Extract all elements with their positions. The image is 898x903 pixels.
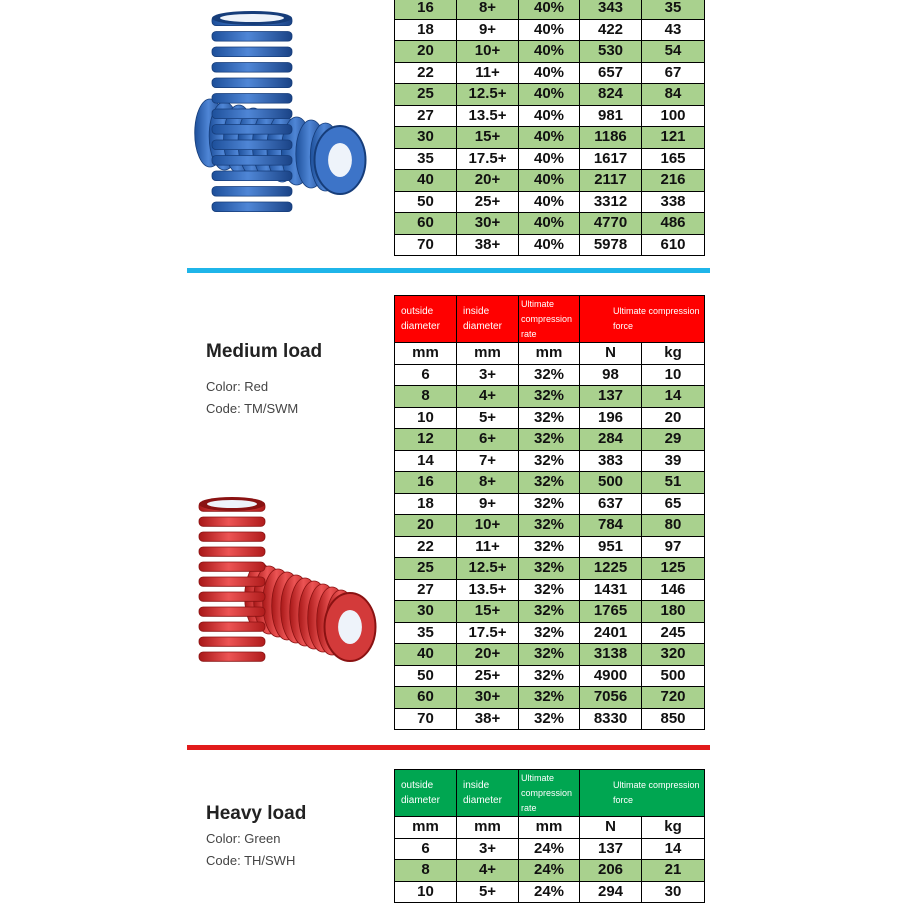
table-cell: 32% (519, 407, 580, 429)
table-cell: 343 (580, 0, 642, 19)
table-cell: 14 (395, 450, 457, 472)
table-cell: 29 (642, 429, 705, 451)
table-row (395, 515, 705, 537)
table-cell: 17.5+ (457, 622, 519, 644)
table-cell: 30+ (457, 687, 519, 709)
table-cell: 2117 (580, 170, 642, 192)
table-cell: 9+ (457, 19, 519, 41)
table-cell: 30 (395, 127, 457, 149)
table-cell: 35 (395, 622, 457, 644)
table-cell: 32% (519, 472, 580, 494)
table-cell: 20 (642, 407, 705, 429)
table-cell: 137 (580, 386, 642, 408)
table-cell: 84 (642, 84, 705, 106)
table-cell: 25+ (457, 665, 519, 687)
table-header-row (395, 770, 705, 817)
table-row (395, 19, 705, 41)
table-cell: 17.5+ (457, 148, 519, 170)
table-cell: 27 (395, 579, 457, 601)
table-cell: 12.5+ (457, 558, 519, 580)
table-row (395, 579, 705, 601)
table-row (395, 429, 705, 451)
table-units-row (395, 343, 705, 365)
table-cell: 1617 (580, 148, 642, 170)
table-cell: 6 (395, 364, 457, 386)
table-cell: 12 (395, 429, 457, 451)
table-cell: 24% (519, 881, 580, 903)
table-cell: 8+ (457, 472, 519, 494)
table-cell: 530 (580, 41, 642, 63)
table-cell: 10+ (457, 41, 519, 63)
table-cell: 20 (395, 41, 457, 63)
table-cell: 40 (395, 644, 457, 666)
table-cell: 16 (395, 0, 457, 19)
table-cell: 40% (519, 41, 580, 63)
table-cell: 10 (395, 881, 457, 903)
table-cell: 10 (395, 407, 457, 429)
table-cell: 981 (580, 105, 642, 127)
table-cell: 500 (580, 472, 642, 494)
table-cell: 32% (519, 515, 580, 537)
table-cell: 657 (580, 62, 642, 84)
table-cell: 21 (642, 860, 705, 882)
table-cell: 30+ (457, 213, 519, 235)
table-cell: 13.5+ (457, 105, 519, 127)
table-cell: 30 (642, 881, 705, 903)
table-cell: 35 (642, 0, 705, 19)
table-cell: 38+ (457, 234, 519, 256)
table-cell: 11+ (457, 536, 519, 558)
table-cell: 25+ (457, 191, 519, 213)
unit-cell: mm (519, 817, 580, 839)
header-cell: outside diameter (395, 296, 457, 343)
table-row (395, 472, 705, 494)
table-cell: 35 (395, 148, 457, 170)
table-row (395, 105, 705, 127)
table-cell: 13.5+ (457, 579, 519, 601)
table-cell: 40% (519, 84, 580, 106)
table-row (395, 62, 705, 84)
table-cell: 4900 (580, 665, 642, 687)
table-cell: 784 (580, 515, 642, 537)
table-row (395, 148, 705, 170)
unit-cell: N (580, 343, 642, 365)
table-cell: 4770 (580, 213, 642, 235)
table-cell: 65 (642, 493, 705, 515)
table-cell: 51 (642, 472, 705, 494)
table-cell: 39 (642, 450, 705, 472)
header-cell: Ultimate compression force (580, 296, 705, 343)
table-cell: 8330 (580, 708, 642, 730)
table-cell: 196 (580, 407, 642, 429)
table-cell: 8 (395, 386, 457, 408)
table-units-row (395, 817, 705, 839)
table-cell: 24% (519, 838, 580, 860)
table-cell: 70 (395, 234, 457, 256)
light-load-table (394, 0, 705, 256)
table-cell: 24% (519, 860, 580, 882)
table-row (395, 234, 705, 256)
table-cell: 40% (519, 234, 580, 256)
table-row (395, 860, 705, 882)
medium-load-title: Medium load (206, 341, 323, 362)
table-row (395, 450, 705, 472)
table-cell: 32% (519, 644, 580, 666)
table-header-row (395, 296, 705, 343)
table-cell: 70 (395, 708, 457, 730)
table-cell: 14 (642, 386, 705, 408)
medium-load-table (394, 295, 705, 730)
table-cell: 32% (519, 493, 580, 515)
table-cell: 11+ (457, 62, 519, 84)
table-row (395, 170, 705, 192)
table-cell: 5+ (457, 407, 519, 429)
table-cell: 43 (642, 19, 705, 41)
table-cell: 54 (642, 41, 705, 63)
table-cell: 10+ (457, 515, 519, 537)
table-cell: 146 (642, 579, 705, 601)
table-row (395, 0, 705, 19)
table-cell: 32% (519, 450, 580, 472)
table-cell: 216 (642, 170, 705, 192)
table-cell: 18 (395, 493, 457, 515)
table-cell: 850 (642, 708, 705, 730)
table-cell: 3+ (457, 838, 519, 860)
table-cell: 6 (395, 838, 457, 860)
table-cell: 121 (642, 127, 705, 149)
table-cell: 40% (519, 62, 580, 84)
table-cell: 32% (519, 622, 580, 644)
table-cell: 100 (642, 105, 705, 127)
table-row (395, 881, 705, 903)
table-cell: 40% (519, 148, 580, 170)
table-cell: 5+ (457, 881, 519, 903)
heavy-color-label: Color: Green (206, 831, 281, 846)
table-cell: 80 (642, 515, 705, 537)
medium-load-meta (206, 376, 298, 420)
table-cell: 40% (519, 191, 580, 213)
unit-cell: mm (395, 343, 457, 365)
blue-spring-image (185, 8, 375, 218)
table-cell: 1186 (580, 127, 642, 149)
table-cell: 10 (642, 364, 705, 386)
table-row (395, 622, 705, 644)
table-cell: 7+ (457, 450, 519, 472)
table-cell: 15+ (457, 601, 519, 623)
table-cell: 338 (642, 191, 705, 213)
table-cell: 3+ (457, 364, 519, 386)
table-cell: 824 (580, 84, 642, 106)
table-cell: 30 (395, 601, 457, 623)
table-cell: 22 (395, 536, 457, 558)
table-cell: 32% (519, 665, 580, 687)
medium-load-divider (187, 745, 710, 750)
table-cell: 38+ (457, 708, 519, 730)
heavy-code-label: Code: TH/SWH (206, 853, 296, 868)
table-row (395, 191, 705, 213)
heavy-load-meta (206, 828, 295, 872)
table-cell: 245 (642, 622, 705, 644)
table-cell: 7056 (580, 687, 642, 709)
table-row (395, 558, 705, 580)
medium-color-label: Color: Red (206, 379, 269, 394)
table-cell: 40% (519, 127, 580, 149)
table-cell: 610 (642, 234, 705, 256)
header-cell: outside diameter (395, 770, 457, 817)
table-cell: 206 (580, 860, 642, 882)
table-cell: 180 (642, 601, 705, 623)
header-cell: inside diameter (457, 770, 519, 817)
table-row (395, 364, 705, 386)
table-row (395, 213, 705, 235)
table-cell: 294 (580, 881, 642, 903)
table-row (395, 536, 705, 558)
heavy-load-table (394, 769, 705, 903)
table-cell: 137 (580, 838, 642, 860)
table-cell: 25 (395, 84, 457, 106)
table-cell: 422 (580, 19, 642, 41)
unit-cell: N (580, 817, 642, 839)
table-cell: 60 (395, 213, 457, 235)
table-cell: 20 (395, 515, 457, 537)
table-cell: 720 (642, 687, 705, 709)
table-cell: 40% (519, 105, 580, 127)
red-spring-image (190, 492, 380, 682)
table-cell: 18 (395, 19, 457, 41)
table-cell: 8+ (457, 0, 519, 19)
table-cell: 6+ (457, 429, 519, 451)
table-cell: 40 (395, 170, 457, 192)
table-cell: 50 (395, 191, 457, 213)
table-cell: 32% (519, 558, 580, 580)
table-cell: 8 (395, 860, 457, 882)
table-cell: 97 (642, 536, 705, 558)
table-cell: 40% (519, 19, 580, 41)
table-cell: 500 (642, 665, 705, 687)
header-cell: Ultimate compression rate (519, 296, 580, 343)
table-cell: 284 (580, 429, 642, 451)
table-row (395, 644, 705, 666)
table-cell: 25 (395, 558, 457, 580)
table-cell: 12.5+ (457, 84, 519, 106)
unit-cell: mm (395, 817, 457, 839)
table-row (395, 386, 705, 408)
table-row (395, 41, 705, 63)
table-row (395, 665, 705, 687)
table-cell: 165 (642, 148, 705, 170)
table-cell: 32% (519, 429, 580, 451)
table-cell: 20+ (457, 644, 519, 666)
table-cell: 383 (580, 450, 642, 472)
table-cell: 14 (642, 838, 705, 860)
table-cell: 3138 (580, 644, 642, 666)
table-cell: 2401 (580, 622, 642, 644)
table-cell: 4+ (457, 386, 519, 408)
table-row (395, 838, 705, 860)
table-row (395, 687, 705, 709)
table-cell: 60 (395, 687, 457, 709)
table-cell: 1765 (580, 601, 642, 623)
unit-cell: kg (642, 343, 705, 365)
table-cell: 951 (580, 536, 642, 558)
table-row (395, 407, 705, 429)
table-cell: 22 (395, 62, 457, 84)
table-cell: 4+ (457, 860, 519, 882)
header-cell: inside diameter (457, 296, 519, 343)
unit-cell: kg (642, 817, 705, 839)
table-row (395, 601, 705, 623)
table-cell: 67 (642, 62, 705, 84)
table-cell: 125 (642, 558, 705, 580)
table-row (395, 708, 705, 730)
table-cell: 32% (519, 536, 580, 558)
table-cell: 32% (519, 687, 580, 709)
table-cell: 1431 (580, 579, 642, 601)
light-load-divider (187, 268, 710, 273)
heavy-load-title: Heavy load (206, 803, 307, 824)
table-cell: 32% (519, 386, 580, 408)
table-cell: 9+ (457, 493, 519, 515)
table-cell: 486 (642, 213, 705, 235)
table-cell: 40% (519, 170, 580, 192)
unit-cell: mm (457, 817, 519, 839)
table-cell: 40% (519, 0, 580, 19)
table-cell: 5978 (580, 234, 642, 256)
table-cell: 98 (580, 364, 642, 386)
table-row (395, 127, 705, 149)
unit-cell: mm (519, 343, 580, 365)
table-row (395, 493, 705, 515)
table-cell: 27 (395, 105, 457, 127)
table-cell: 3312 (580, 191, 642, 213)
table-cell: 32% (519, 579, 580, 601)
medium-code-label: Code: TM/SWM (206, 401, 299, 416)
header-cell: Ultimate compression force (580, 770, 705, 817)
table-cell: 32% (519, 364, 580, 386)
table-cell: 32% (519, 601, 580, 623)
table-cell: 50 (395, 665, 457, 687)
table-cell: 1225 (580, 558, 642, 580)
table-row (395, 84, 705, 106)
table-cell: 40% (519, 213, 580, 235)
table-cell: 32% (519, 708, 580, 730)
header-cell: Ultimate compression rate (519, 770, 580, 817)
table-cell: 15+ (457, 127, 519, 149)
table-cell: 20+ (457, 170, 519, 192)
table-cell: 16 (395, 472, 457, 494)
table-cell: 320 (642, 644, 705, 666)
table-cell: 637 (580, 493, 642, 515)
unit-cell: mm (457, 343, 519, 365)
